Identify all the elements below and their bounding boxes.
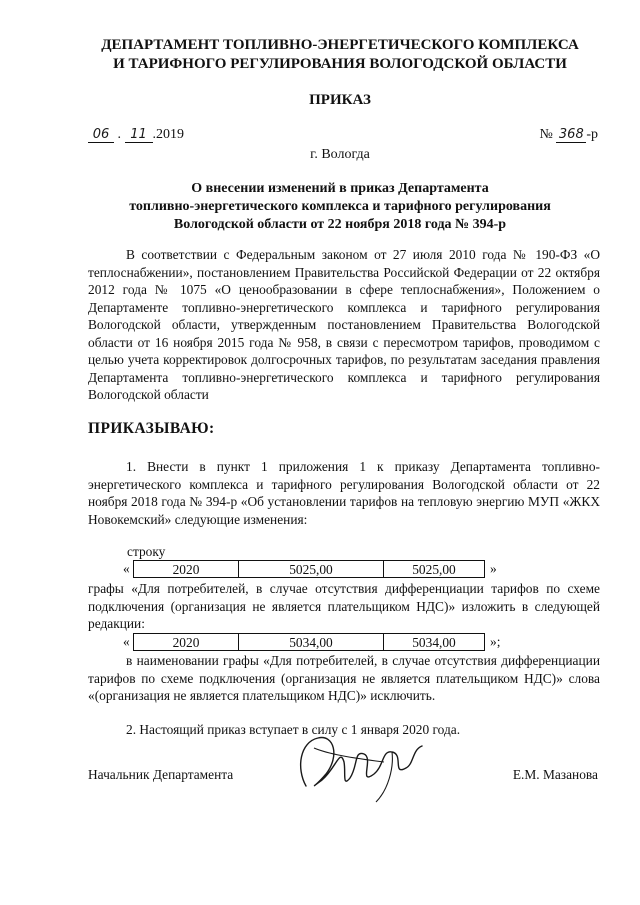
subject-line-3: Вологодской области от 22 ноября 2018 года № 394-р [173,217,507,232]
order-date: 06 . 11 .2019 [88,127,184,143]
handwritten-signature [288,728,428,808]
old-row-value-1-cell: 5025,00 [238,560,384,578]
date-day: 06 [88,127,114,143]
row-word: строку [127,544,166,559]
order-subject [60,180,620,234]
document-type: ПРИКАЗ [309,92,371,108]
item-2-text: 2. Настоящий приказ вступает в силу с 1 января 2020 года. [126,722,461,737]
date-month: 11 [125,127,153,143]
old-row-year-cell: 2020 [133,560,239,578]
department-header [60,36,620,74]
date-year: .2019 [152,127,184,142]
number-value: 368 [556,127,586,143]
subject-line-2: топливно-энергетического комплекса и тарифного регулирования [129,199,551,214]
new-row-value-1-cell: 5034,00 [238,633,384,651]
new-row-close-quote: »; [490,634,501,649]
order-number [539,127,598,143]
old-row-value-2-cell: 5025,00 [383,560,485,578]
city: г. Вологда [310,147,370,162]
old-row-close-quote: » [490,561,497,576]
number-prefix: № [539,127,553,142]
subject-line-1: О внесении изменений в приказ Департамента [191,181,489,196]
preamble-paragraph: В соответствии с Федеральным законом от 27 июля 2010 года № 190-ФЗ «О теплоснабжении», постановлением Правительства Российской Федерации от 22 октября 2012 года № 1075 «О ценообразовании в сфере теплоснабжения», Положением о Департаменте топливно-энергетического комплекса и тарифного регулирования Вологодской области, утвержденным постановлением Правительства Вологодской области от 16 ноября 2015 года № 958, в связи с пересмотром тарифов, проводимом с целью учета корректировок долгосрочных тарифов, по результатам заседания правления Департамента топливно-энергетического комплекса и тарифного регулирования Вологодской области [88,247,600,402]
header-line-2: И ТАРИФНОГО РЕГУЛИРОВАНИЯ ВОЛОГОДСКОЙ ОБЛАСТИ [113,56,567,72]
header-line-1: ДЕПАРТАМЕНТ ТОПЛИВНО-ЭНЕРГЕТИЧЕСКОГО КОМПЛЕКСА [101,37,579,53]
signatory-title: Начальник Департамента [88,767,234,782]
new-row-value-2-cell: 5034,00 [383,633,485,651]
new-row-open-quote: « [123,634,130,649]
signatory-name: Е.М. Мазанова [512,767,598,782]
item-1-middle-text: графы «Для потребителей, в случае отсутствия дифференциации тарифов по схеме подключения (организация не является плательщиком НДС)» изложить в следующей редакции: [88,581,600,631]
number-suffix: -р [586,127,598,142]
item-1-final-text: в наименовании графы «Для потребителей, в случае отсутствия дифференциации тарифов по схеме подключения (организация не является плательщиком НДС)» слова «(организация не является плательщиком НДС)» исключить. [88,653,600,703]
command-word: ПРИКАЗЫВАЮ: [88,420,215,437]
item-1-text: 1. Внести в пункт 1 приложения 1 к приказу Департамента топливно-энергетического комплекса и тарифного регулирования Вологодской области от 22 ноября 2018 года № 394-р «Об установлении тарифов на тепловую энергию МУП «ЖКХ Новокемский» следующие изменения: [88,459,600,527]
old-row-open-quote: « [123,561,130,576]
new-row-year-cell: 2020 [133,633,239,651]
